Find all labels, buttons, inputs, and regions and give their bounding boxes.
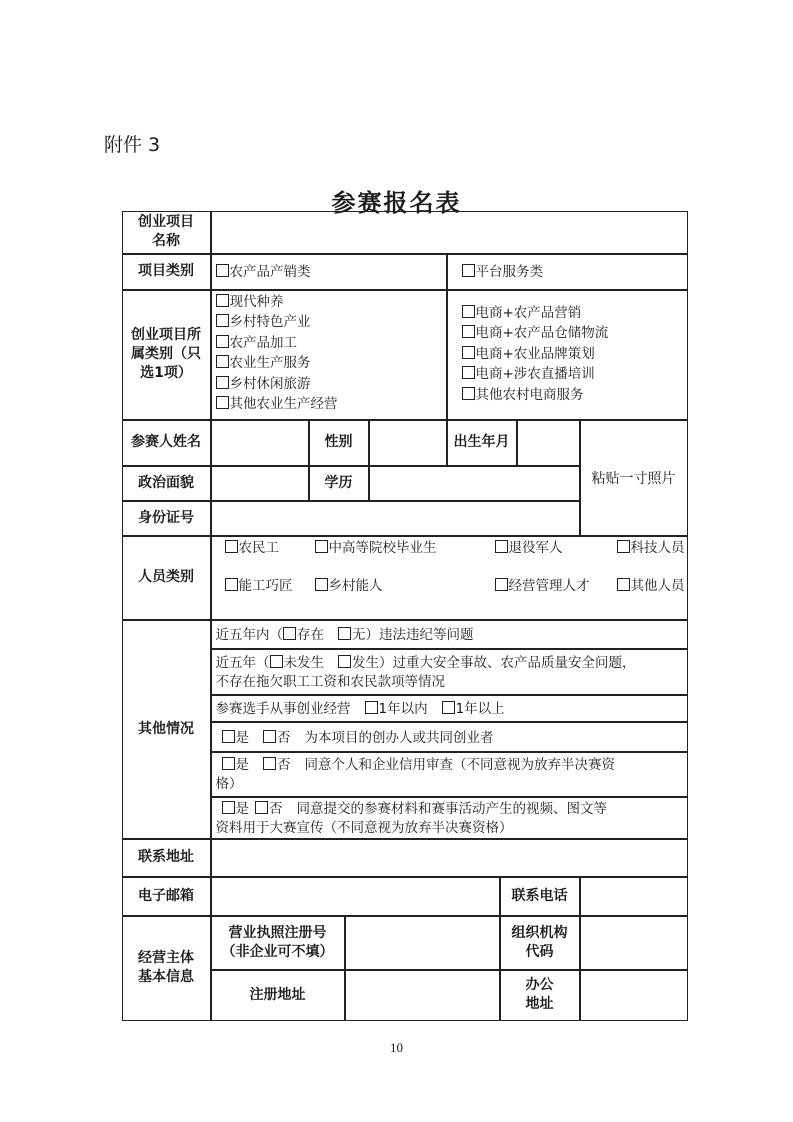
checkbox-icon[interactable] [462, 325, 475, 338]
contact-address-label: 联系地址 [122, 839, 211, 877]
photo-area[interactable]: 粘贴一寸照片 [580, 420, 688, 536]
person-type-option[interactable]: 农民工 [225, 539, 280, 558]
checkbox-icon[interactable] [442, 701, 455, 714]
category-option[interactable]: 现代种养 [216, 292, 442, 313]
person-type-option[interactable]: 退役军人 [495, 539, 563, 558]
category-option[interactable]: 农产品加工 [216, 333, 442, 354]
political-status-label: 政治面貌 [122, 466, 211, 501]
credit-check-question: 是 否 同意个人和企业信用审查（不同意视为放弃半决赛资 格） [211, 752, 688, 797]
birth-date-label: 出生年月 [447, 420, 517, 466]
person-type-option[interactable]: 乡村能人 [315, 577, 383, 596]
category-option[interactable]: 乡村特色产业 [216, 312, 442, 333]
checkbox-icon[interactable] [462, 366, 475, 379]
page-number: 10 [390, 1040, 403, 1055]
phone-field[interactable] [580, 877, 688, 916]
education-field[interactable] [369, 466, 580, 501]
founder-question: 是 否 为本项目的创办人或共同创业者 [211, 722, 688, 752]
category-option[interactable]: 电商+涉农直播培训 [462, 364, 683, 385]
category-option[interactable]: 其他农业生产经营 [216, 394, 442, 415]
org-code-field[interactable] [580, 916, 688, 970]
gender-label: 性别 [309, 420, 369, 466]
category-option[interactable]: 乡村休闲旅游 [216, 374, 442, 395]
checkbox-icon[interactable] [222, 730, 235, 743]
checkbox-icon[interactable] [462, 305, 475, 318]
attachment-number: 附件 3 [104, 134, 161, 156]
category-left-options [211, 290, 447, 420]
office-address-field[interactable] [580, 970, 688, 1021]
registered-address-field[interactable] [345, 970, 500, 1021]
category-right-options [447, 290, 688, 420]
participant-name-field[interactable] [211, 420, 309, 466]
checkbox-icon[interactable] [338, 627, 351, 640]
form-title: 参赛报名表 [331, 188, 462, 217]
birth-date-field[interactable] [517, 420, 580, 466]
category-option[interactable]: 电商+农产品营销 [462, 303, 683, 324]
registered-address-label: 注册地址 [211, 970, 345, 1021]
registration-form [122, 211, 688, 1021]
id-number-label: 身份证号 [122, 501, 211, 536]
gender-field[interactable] [369, 420, 447, 466]
email-field[interactable] [211, 877, 500, 916]
person-type-option[interactable]: 经营管理人才 [495, 577, 590, 596]
experience-question: 参赛选手从事创业经营 1年以内 1年以上 [211, 695, 688, 722]
email-label: 电子邮箱 [122, 877, 211, 916]
checkbox-icon[interactable] [617, 578, 630, 591]
checkbox-icon[interactable] [216, 314, 229, 327]
office-address-label: 办公地址 [500, 970, 580, 1021]
checkbox-icon[interactable] [216, 335, 229, 348]
checkbox-icon[interactable] [222, 801, 235, 814]
person-type-options [211, 536, 688, 620]
education-label: 学历 [309, 466, 369, 501]
checkbox-icon[interactable] [270, 655, 283, 668]
checkbox-icon[interactable] [216, 264, 229, 277]
project-category-label: 创业项目所属类别（只选1项） [122, 290, 211, 420]
checkbox-icon[interactable] [255, 801, 268, 814]
checkbox-icon[interactable] [216, 355, 229, 368]
category-option[interactable]: 电商+农业品牌策划 [462, 344, 683, 365]
person-type-option[interactable]: 科技人员 [215, 539, 685, 558]
id-number-field[interactable] [211, 501, 580, 536]
checkbox-icon[interactable] [365, 701, 378, 714]
person-type-option[interactable]: 能工巧匠 [225, 577, 293, 596]
person-type-option[interactable]: 中高等院校毕业生 [315, 539, 437, 558]
checkbox-icon[interactable] [216, 376, 229, 389]
checkbox-icon[interactable] [462, 387, 475, 400]
checkbox-icon[interactable] [216, 294, 229, 307]
checkbox-icon[interactable] [222, 757, 235, 770]
participant-name-label: 参赛人姓名 [122, 420, 211, 466]
checkbox-icon[interactable] [617, 540, 630, 553]
political-status-field[interactable] [211, 466, 309, 501]
checkbox-icon[interactable] [263, 757, 276, 770]
checkbox-icon[interactable] [462, 346, 475, 359]
checkbox-icon[interactable] [338, 655, 351, 668]
contact-address-field[interactable] [211, 839, 688, 877]
checkbox-icon[interactable] [263, 730, 276, 743]
license-number-label: 营业执照注册号（非企业可不填） [211, 916, 345, 970]
license-number-field[interactable] [345, 916, 500, 970]
checkbox-icon[interactable] [216, 396, 229, 409]
category-option[interactable]: 农业生产服务 [216, 353, 442, 374]
category-option[interactable]: 电商+农产品仓储物流 [462, 323, 683, 344]
project-name-label: 创业项目名称 [122, 211, 211, 254]
phone-label: 联系电话 [500, 877, 580, 916]
category-option[interactable]: 其他农村电商服务 [462, 385, 683, 406]
violation-question: 近五年内（ 存在 无）违法违纪等问题 [211, 620, 688, 649]
other-situations-label: 其他情况 [122, 620, 211, 839]
safety-question: 近五年（ 未发生 发生）过重大安全事故、农产品质量安全问题， 不存在拖欠职工工资和农民款项等情况 [211, 649, 688, 695]
org-code-label: 组织机构代码 [500, 916, 580, 970]
person-type-option[interactable]: 其他人员 [215, 577, 685, 596]
publicity-consent-question: 是 否 同意提交的参赛材料和赛事活动产生的视频、图文等 资料用于大赛宣传（不同意视为放弃半决赛资格） [211, 797, 688, 839]
project-type-option-2[interactable]: 平台服务类 [447, 254, 688, 290]
project-type-label: 项目类别 [122, 254, 211, 290]
person-type-label: 人员类别 [122, 536, 211, 620]
checkbox-icon[interactable] [462, 264, 475, 277]
entity-info-label: 经营主体基本信息 [122, 916, 211, 1021]
checkbox-icon[interactable] [283, 627, 296, 640]
project-name-field[interactable] [211, 211, 688, 254]
project-type-option-1[interactable]: 农产品产销类 [211, 254, 447, 290]
